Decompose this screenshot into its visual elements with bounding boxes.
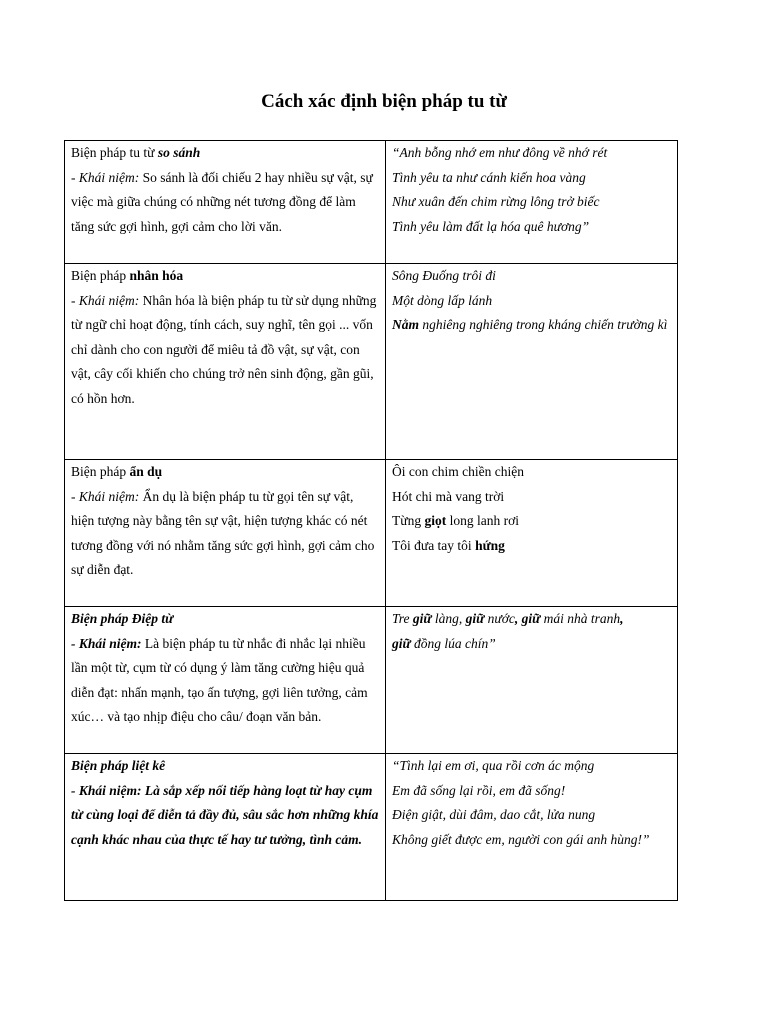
concept-paragraph: - Khái niệm: Nhân hóa là biện pháp tu từ sử dụng những từ ngữ chỉ hoạt động, tính cách, suy nghĩ, tên gọi ... vốn chỉ dành cho con người để miêu tả đồ vật, sự vật, con vật, cây cối khiến cho chúng trở nên sinh động, gần gũi, có hồn hơn. bbox=[71, 292, 377, 406]
example-line: Tình yêu ta như cánh kiến hoa vàng bbox=[392, 169, 586, 185]
table-row bbox=[65, 141, 678, 264]
example-line: Không giết được em, người con gái anh hùng!” bbox=[392, 831, 650, 847]
concept-paragraph: - Khái niệm: So sánh là đối chiếu 2 hay nhiều sự vật, sự việc mà giữa chúng có những nét tương đồng để làm tăng sức gợi hình, gợi cảm cho lời văn. bbox=[71, 169, 373, 234]
technique-heading: Biện pháp nhân hóa bbox=[71, 268, 184, 283]
definition-cell bbox=[65, 460, 386, 607]
concept-paragraph: - Khái niệm: Ẩn dụ là biện pháp tu từ gọi tên sự vật, hiện tượng này bằng tên sự vật, hiện tượng khác có nét tương đồng với nó nhằm tăng sức gợi hình, gợi cảm cho sự diễn đạt. bbox=[71, 488, 375, 577]
concept-label: - Khái niệm: bbox=[71, 169, 140, 185]
example-line: “Tình lại em ơi, qua rồi cơn ác mộng bbox=[392, 758, 595, 773]
technique-heading: Biện pháp liệt kê bbox=[71, 758, 166, 773]
example-line: Tre giữ làng, giữ nước, giữ mái nhà tranh, bbox=[392, 611, 624, 626]
concept-paragraph: - Khái niệm: Là biện pháp tu từ nhắc đi nhắc lại nhiều lần một từ, cụm từ có dụng ý làm tăng cường hiệu quả diễn đạt: nhấn mạnh, tạo ấn tượng, gợi liên tưởng, cảm xúc… và tạo nhịp điệu cho câu/ đoạn văn bản. bbox=[71, 635, 368, 724]
example-line: Tình yêu làm đất lạ hóa quê hương” bbox=[392, 218, 590, 234]
table-row bbox=[65, 607, 678, 754]
definition-cell bbox=[65, 264, 386, 460]
example-line: Như xuân đến chim rừng lông trở biếc bbox=[392, 194, 600, 209]
example-cell bbox=[386, 607, 678, 754]
concept-label: - Khái niệm: bbox=[71, 782, 142, 798]
example-line: Một dòng lấp lánh bbox=[392, 292, 493, 308]
concept-label: - Khái niệm: bbox=[71, 488, 140, 504]
example-cell bbox=[386, 754, 678, 901]
example-line: Sông Đuống trôi đi bbox=[392, 268, 496, 283]
concept-label: - Khái niệm: bbox=[71, 635, 142, 651]
example-line: Nằm nghiêng nghiêng trong kháng chiến trường kì bbox=[392, 317, 668, 332]
rhetoric-table bbox=[64, 140, 678, 901]
example-line: Tôi đưa tay tôi hứng bbox=[392, 537, 505, 553]
example-line: giữ đồng lúa chín” bbox=[392, 635, 496, 651]
table-row bbox=[65, 460, 678, 607]
example-line: “Anh bỗng nhớ em như đông về nhớ rét bbox=[392, 145, 608, 160]
concept-label: - Khái niệm: bbox=[71, 292, 140, 308]
definition-cell bbox=[65, 141, 386, 264]
example-cell bbox=[386, 460, 678, 607]
example-line: Từng giọt long lanh rơi bbox=[392, 513, 519, 528]
technique-heading: Biện pháp Điệp từ bbox=[71, 611, 174, 626]
technique-heading: Biện pháp tu từ so sánh bbox=[71, 145, 201, 160]
example-cell bbox=[386, 264, 678, 460]
technique-heading: Biện pháp ẩn dụ bbox=[71, 464, 163, 479]
example-cell bbox=[386, 141, 678, 264]
definition-cell bbox=[65, 754, 386, 901]
page-title: Cách xác định biện pháp tu từ bbox=[261, 91, 507, 112]
table-row bbox=[65, 754, 678, 901]
definition-cell bbox=[65, 607, 386, 754]
example-line: Ôi con chim chiền chiện bbox=[392, 464, 524, 479]
example-line: Em đã sống lại rồi, em đã sống! bbox=[392, 782, 566, 798]
table-row bbox=[65, 264, 678, 460]
example-line: Điện giật, dùi đâm, dao cắt, lửa nung bbox=[392, 807, 596, 822]
concept-paragraph: - Khái niệm: Là sắp xếp nối tiếp hàng loạt từ hay cụm từ cùng loại để diễn tả đầy đủ, sâu sắc hơn những khía cạnh khác nhau của thực tế hay tư tưởng, tình cảm. bbox=[71, 782, 379, 847]
example-line: Hót chi mà vang trời bbox=[392, 488, 505, 504]
